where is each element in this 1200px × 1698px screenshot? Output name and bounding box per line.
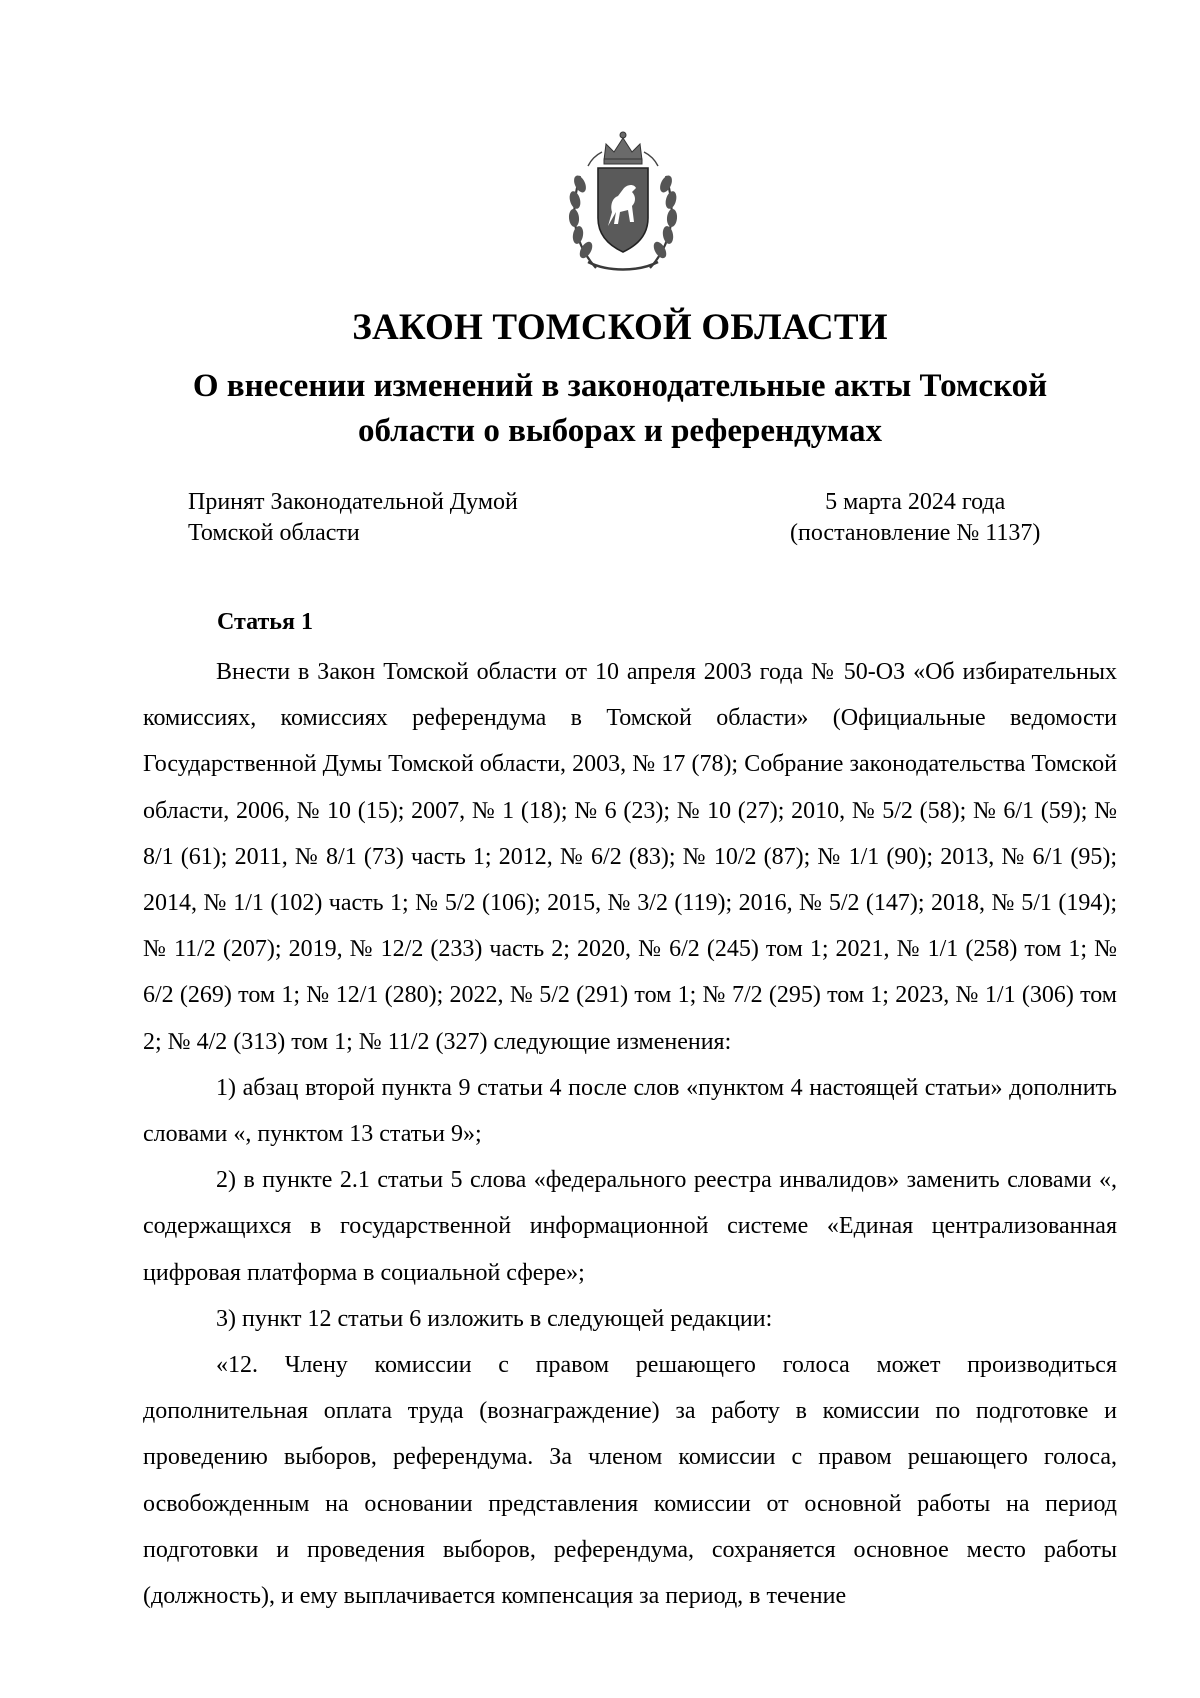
page-title: ЗАКОН ТОМСКОЙ ОБЛАСТИ: [352, 307, 888, 348]
article-paragraph: «12. Члену комиссии с правом решающего голоса может производиться дополнительная оплата труда (вознаграждение) за работу в комиссии по подготовке и проведению выборов, референдума. За членом комиссии с правом решающего голоса, освобожденным на основании представления комиссии от основной работы на период подготовки и проведения выборов, референдума, сохраняется основное место работы (должность), и ему выплачивается компенсация за период, в течение: [143, 1352, 1117, 1610]
article-paragraph: 2) в пункте 2.1 статьи 5 слова «федерального реестра инвалидов» заменить словами «, содержащихся в государственной информационной системе «Единая централизованная цифровая платформа в социальной сфере»;: [143, 1167, 1117, 1286]
article-paragraph: 3) пункт 12 статьи 6 изложить в следующей редакции:: [216, 1305, 773, 1332]
subtitle-line-1: О внесении изменений в законодательные акты Томской: [192, 368, 1048, 404]
article-body: [143, 649, 1117, 1619]
article-paragraph: Внести в Закон Томской области от 10 апреля 2003 года № 50-ОЗ «Об избирательных комиссиях, комиссиях референдума в Томской области» (Официальные ведомости Государственной Думы Томской области, 2003, № 17 (78); Собрание законодательства Томской области, 2006, № 10 (15); 2007, № 1 (18); № 6 (23); № 10 (27); 2010, № 5/2 (58); № 6/1 (59); № 8/1 (61); 2011, № 8/1 (73) часть 1; 2012, № 6/2 (83); № 10/2 (87); № 1/1 (90); 2013, № 6/1 (95); 2014, № 1/1 (102) часть 1; № 5/2 (106); 2015, № 3/2 (119); 2016, № 5/2 (147); 2018, № 5/1 (194); № 11/2 (207); 2019, № 12/2 (233) часть 2; 2020, № 6/2 (245) том 1; 2021, № 1/1 (258) том 1; № 6/2 (269) том 1; № 12/1 (280); 2022, № 5/2 (291) том 1; № 7/2 (295) том 1; 2023, № 1/1 (306) том 2; № 4/2 (313) том 1; № 11/2 (327) следующие изменения:: [143, 659, 1117, 1055]
adoption-date: 5 марта 2024 года: [825, 489, 1006, 515]
resolution-number: (постановление № 1137): [790, 520, 1041, 546]
article-paragraph: 1) абзац второй пункта 9 статьи 4 после слов «пунктом 4 настоящей статьи» дополнить словами «, пунктом 13 статьи 9»;: [143, 1074, 1117, 1148]
adoption-date-block: [790, 487, 1040, 549]
adoption-body-line-2: Томской области: [188, 520, 360, 546]
adoption-body-line-1: Принят Законодательной Думой: [188, 489, 518, 515]
subtitle-line-2: области о выборах и референдумах: [358, 413, 882, 449]
document-subtitle: [140, 364, 1100, 454]
article-heading: Статья 1: [217, 609, 313, 635]
tomsk-oblast-coat-of-arms-icon: [558, 126, 688, 276]
adoption-body: [188, 487, 518, 549]
